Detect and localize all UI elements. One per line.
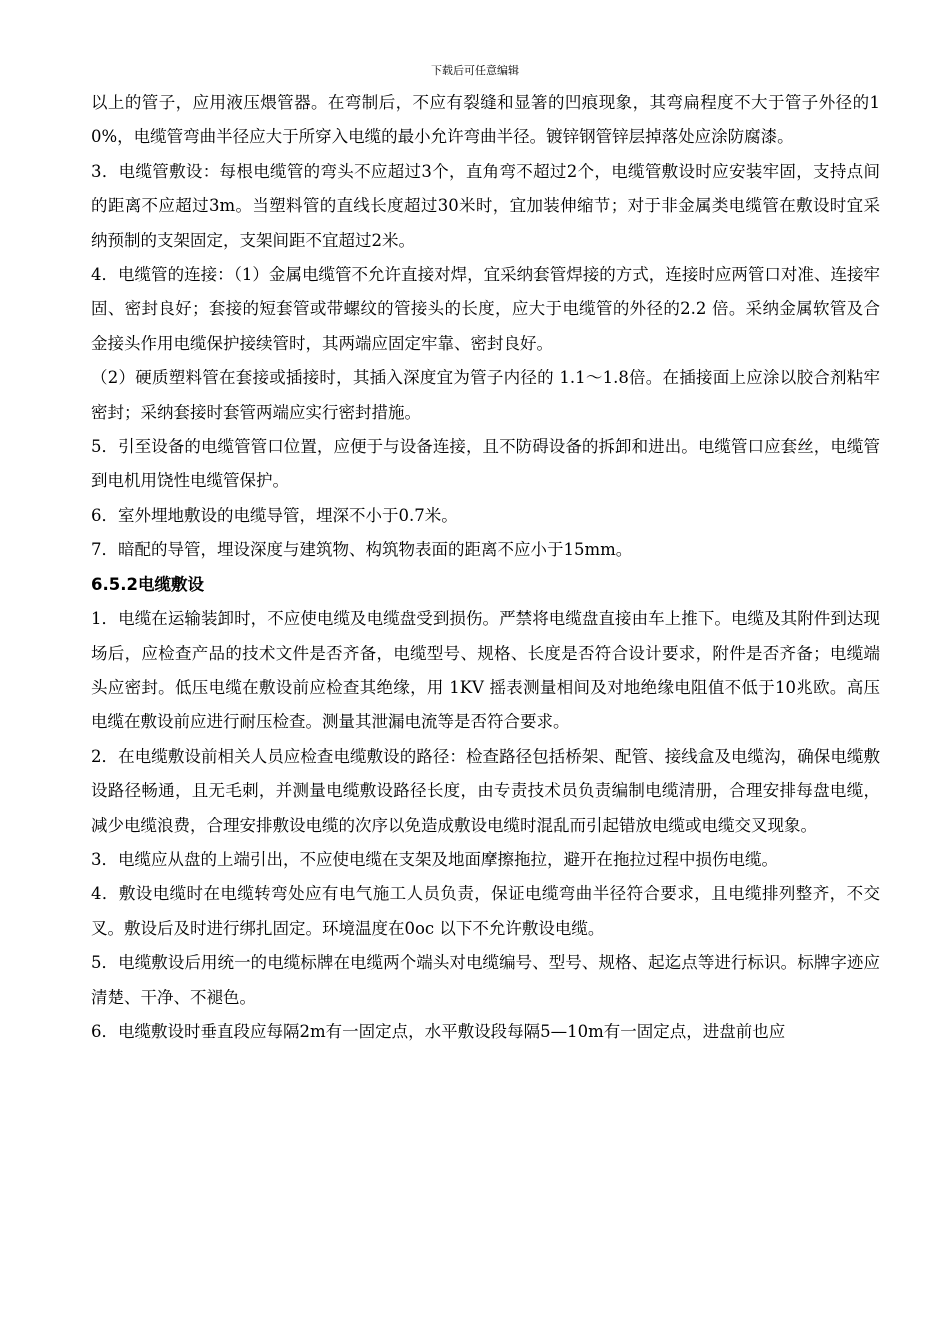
- paragraph: 2．在电缆敷设前相关人员应检查电缆敷设的路径：检查路径包括桥架、配管、接线盒及电缆沟，确保电缆敷设路径畅通，且无毛刺，并测量电缆敷设路径长度，由专责技术员负责编制电缆清册，合理安排每盘电缆，减少电缆浪费，合理安排敷设电缆的次序以免造成敷设电缆时混乱而引起错放电缆或电缆交叉现象。: [91, 746, 880, 835]
- document-body: [91, 86, 880, 1049]
- paragraph: 3．电缆应从盘的上端引出，不应使电缆在支架及地面摩擦拖拉，避开在拖拉过程中损伤电缆。: [91, 849, 778, 869]
- paragraph: 4．电缆管的连接：（1）金属电缆管不允许直接对焊，宜采纳套管焊接的方式，连接时应两管口对准、连接牢固、密封良好；套接的短套管或带螺纹的管接头的长度，应大于电缆管的外径的2.2 倍。采纳金属软管及合金接头作用电缆保护接续管时，其两端应固定牢靠、密封良好。: [91, 265, 880, 353]
- paragraph: 3．电缆管敷设：每根电缆管的弯头不应超过3个，直角弯不超过2个，电缆管敷设时应安装牢固，支持点间的距离不应超过3m。当塑料管的直线长度超过30米时，宜加装伸缩节；对于非金属类电缆管在敷设时宜采纳预制的支架固定，支架间距不宜超过2米。: [91, 161, 880, 250]
- paragraph: 4．敷设电缆时在电缆转弯处应有电气施工人员负责，保证电缆弯曲半径符合要求，且电缆排列整齐，不交叉。敷设后及时进行绑扎固定。环境温度在0oc 以下不允许敷设电缆。: [91, 884, 880, 938]
- paragraph: 5．电缆敷设后用统一的电缆标牌在电缆两个端头对电缆编号、型号、规格、起迄点等进行标识。标牌字迹应清楚、干净、不褪色。: [91, 953, 880, 1007]
- paragraph: 1．电缆在运输装卸时，不应使电缆及电缆盘受到损伤。严禁将电缆盘直接由车上推下。电缆及其附件到达现场后，应检查产品的技术文件是否齐备，电缆型号、规格、长度是否符合设计要求，附件是否齐备；电缆端头应密封。低压电缆在敷设前应检查其绝缘，用 1KV 摇表测量相间及对地绝缘电阻值不低于10兆欧。高压电缆在敷设前应进行耐压检查。测量其泄漏电流等是否符合要求。: [91, 609, 880, 732]
- paragraph: 6．电缆敷设时垂直段应每隔2m有一固定点，水平敷设段每隔5—10m有一固定点，进盘前也应: [91, 1021, 786, 1041]
- section-heading: 6.5.2电缆敷设: [91, 574, 204, 594]
- paragraph: 7．暗配的导管，埋设深度与建筑物、构筑物表面的距离不应小于15mm。: [91, 540, 633, 560]
- paragraph: 6．室外埋地敷设的电缆导管，埋深不小于0.7米。: [91, 505, 458, 525]
- header-note: 下载后可任意编辑: [431, 64, 519, 77]
- paragraph: 以上的管子，应用液压煨管器。在弯制后，不应有裂缝和显箸的凹痕现象，其弯扁程度不大于管子外径的10%，电缆管弯曲半径应大于所穿入电缆的最小允许弯曲半径。镀锌钢管锌层掉落处应涂防腐漆。: [91, 93, 880, 147]
- paragraph: （2）硬质塑料管在套接或插接时，其插入深度宜为管子内径的 1.1～1.8倍。在插接面上应涂以胶合剂粘牢密封；采纳套接时套管两端应实行密封措施。: [91, 368, 880, 422]
- paragraph: 5．引至设备的电缆管管口位置，应便于与设备连接，且不防碍设备的拆卸和进出。电缆管口应套丝，电缆管到电机用饶性电缆管保护。: [91, 437, 880, 491]
